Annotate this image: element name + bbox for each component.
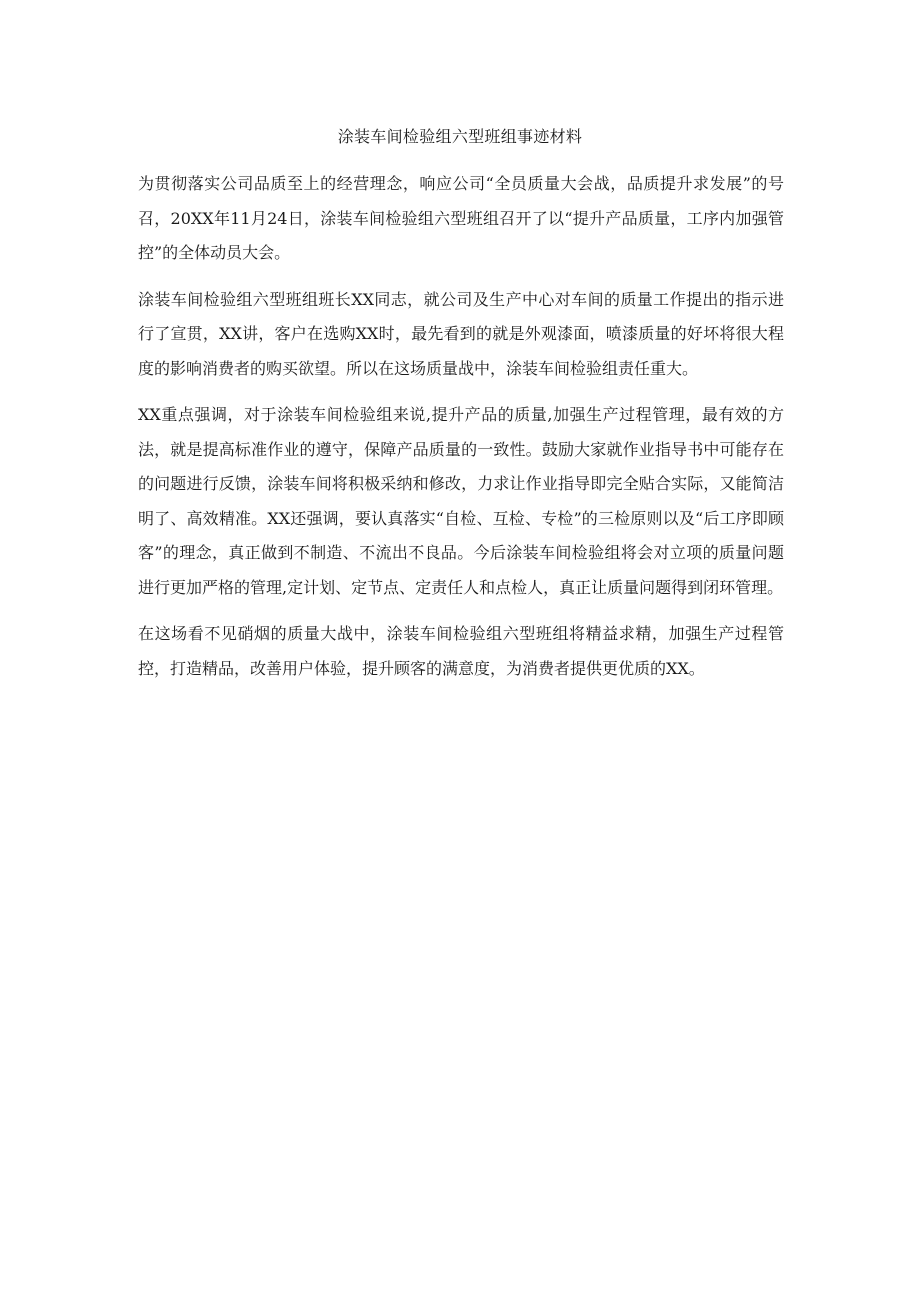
paragraph-1: 为贯彻落实公司品质至上的经营理念，响应公司“全员质量大会战，品质提升求发展”的号召，20XX年11月24日，涂装车间检验组六型班组召开了以“提升产品质量，工序内加强管控”的全体动员大会。	[138, 174, 784, 262]
document-title: 涂装车间检验组六型班组事迹材料	[337, 127, 583, 146]
paragraph-4: 在这场看不见硝烟的质量大战中，涂装车间检验组六型班组将精益求精，加强生产过程管控，打造精品，改善用户体验，提升顾客的满意度，为消费者提供更优质的XX。	[138, 624, 784, 678]
document-body	[138, 167, 784, 698]
paragraph-2: 涂装车间检验组六型班组班长XX同志，就公司及生产中心对车间的质量工作提出的指示进行了宣贯，XX讲，客户在选购XX时，最先看到的就是外观漆面，喷漆质量的好坏将很大程度的影响消费者的购买欲望。所以在这场质量战中，涂装车间检验组责任重大。	[138, 289, 784, 378]
paragraph-3: XX重点强调，对于涂装车间检验组来说,提升产品的质量,加强生产过程管理，最有效的方法，就是提高标准作业的遵守，保障产品质量的一致性。鼓励大家就作业指导书中可能存在的问题进行反馈，涂装车间将积极采纳和修改，力求让作业指导即完全贴合实际，又能简洁明了、高效精准。XX还强调，要认真落实“自检、互检、专检”的三检原则以及“后工序即顾客”的理念，真正做到不制造、不流出不良品。今后涂装车间检验组将会对立项的质量问题进行更加严格的管理,定计划、定节点、定责任人和点检人，真正让质量问题得到闭环管理。	[138, 405, 784, 597]
